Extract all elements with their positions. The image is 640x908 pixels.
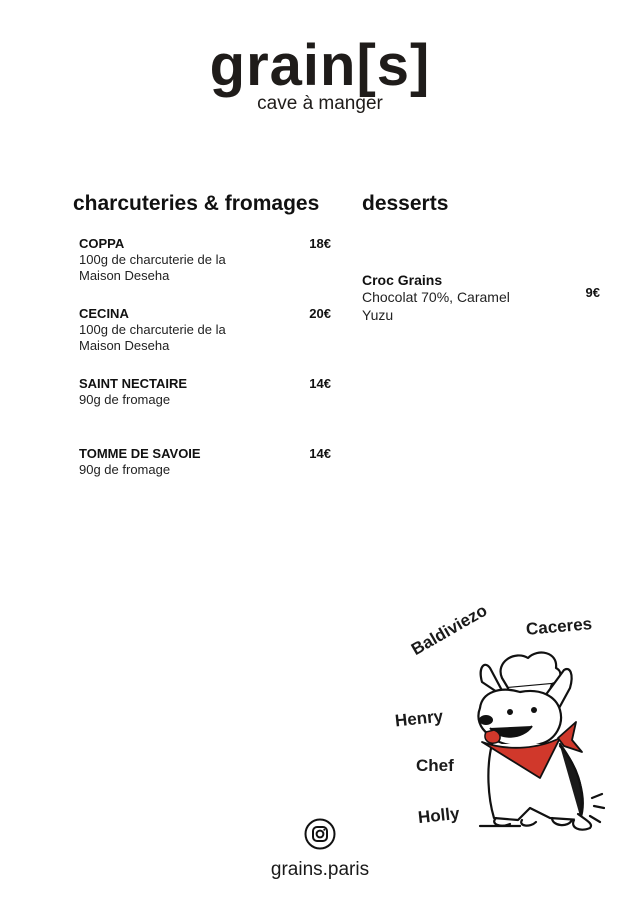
name-chef: Chef	[416, 756, 454, 775]
item-price: 14€	[309, 376, 331, 391]
name-caceres: Caceres	[525, 614, 593, 639]
instagram-icon[interactable]	[304, 818, 336, 850]
item-desc: 90g de fromage	[79, 462, 171, 477]
item-desc: Yuzu	[362, 307, 394, 323]
menu-item	[362, 272, 602, 324]
item-name: TOMME DE SAVOIE	[79, 446, 201, 461]
instagram-handle[interactable]: grains.paris	[270, 859, 370, 880]
name-holly: Holly	[417, 803, 461, 828]
footer	[0, 818, 640, 881]
logo	[0, 34, 640, 114]
section-title-desserts: desserts	[362, 192, 449, 215]
item-price: 14€	[309, 446, 331, 461]
item-desc: Maison Deseha	[79, 338, 170, 353]
menu-item	[79, 446, 331, 478]
menu-item	[79, 376, 331, 408]
brand-name: grain[s]	[209, 33, 431, 98]
menu-item	[79, 236, 331, 284]
item-desc: Chocolat 70%, Caramel	[362, 289, 510, 305]
brand-subtitle: cave à manger	[257, 93, 383, 114]
item-name: COPPA	[79, 236, 125, 251]
item-price: 20€	[309, 306, 331, 321]
item-desc: Maison Deseha	[79, 268, 170, 283]
item-price: 18€	[309, 236, 331, 251]
menu-item	[79, 306, 331, 354]
item-desc: 90g de fromage	[79, 392, 171, 407]
item-price: 9€	[585, 285, 600, 300]
item-desc: 100g de charcuterie de la	[79, 322, 226, 337]
item-name: Croc Grains	[362, 272, 443, 288]
corgi-chef-icon	[460, 648, 605, 833]
item-name: CECINA	[79, 306, 129, 321]
name-baldiviezo: Baldiviezo	[408, 600, 491, 660]
name-henry: Henry	[394, 706, 444, 731]
section-title-charcuteries: charcuteries & fromages	[73, 192, 320, 215]
item-name: SAINT NECTAIRE	[79, 376, 188, 391]
item-desc: 100g de charcuterie de la	[79, 252, 226, 267]
